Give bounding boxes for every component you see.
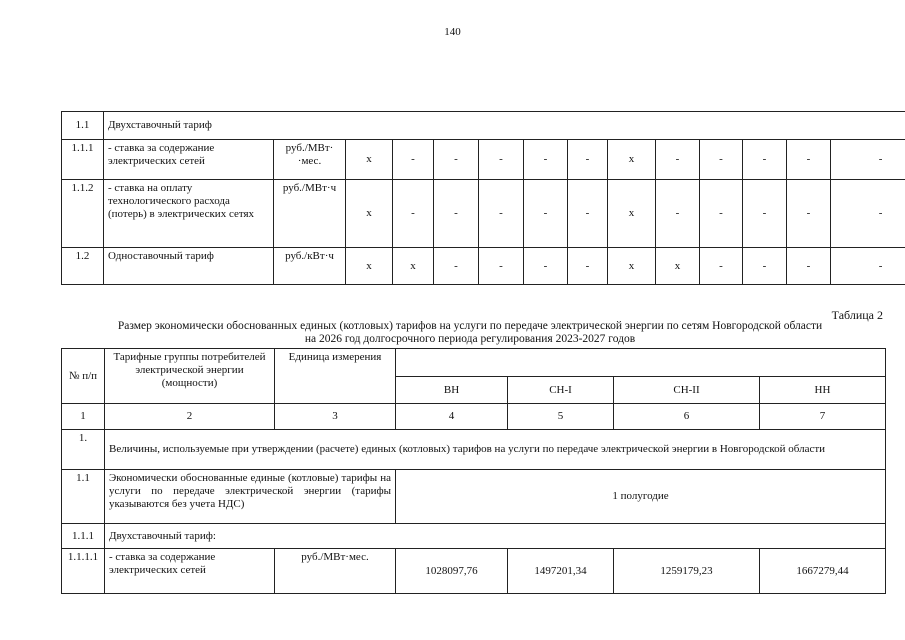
cell: - — [524, 248, 568, 285]
col-number: 7 — [760, 404, 886, 430]
period-label: 1 полугодие — [396, 470, 886, 524]
row-number: 1. — [62, 430, 105, 470]
col-number: 4 — [396, 404, 508, 430]
cell: х — [656, 248, 700, 285]
cell: - — [656, 140, 700, 180]
value-vn: 1028097,76 — [396, 549, 508, 594]
col-number: 6 — [614, 404, 760, 430]
cell: х — [608, 140, 656, 180]
cell: - — [568, 248, 608, 285]
cell: - — [700, 180, 743, 248]
cell: - — [743, 248, 787, 285]
cell: х — [346, 248, 393, 285]
cell: - — [787, 248, 831, 285]
cell: х — [346, 180, 393, 248]
cell: - — [568, 180, 608, 248]
col-number: 5 — [508, 404, 614, 430]
row-text: Экономически обоснованные единые (котловые) тарифы на услуги по передаче электрической энергии (тарифы указываются без учета НДС) — [105, 470, 396, 524]
cell: - — [393, 140, 434, 180]
row-number: 1.1.2 — [62, 180, 104, 248]
table-title — [40, 320, 900, 346]
row-number: 1.1 — [62, 112, 104, 140]
value-sn2: 1259179,23 — [614, 549, 760, 594]
cell: - — [656, 180, 700, 248]
row-name: Одноставочный тариф — [104, 248, 274, 285]
cell: - — [700, 140, 743, 180]
cell: х — [393, 248, 434, 285]
row-unit: руб./МВт· ·мес. — [274, 140, 346, 180]
col-number: 2 — [105, 404, 275, 430]
header-level-nn: НН — [760, 377, 886, 404]
row-text: Двухставочный тариф: — [105, 524, 886, 549]
cell: - — [743, 140, 787, 180]
cell: - — [479, 248, 524, 285]
row-text: Величины, используемые при утверждении (расчете) единых (котловых) тарифов на услуги по передаче электрической энергии в Новгородской области — [105, 430, 886, 470]
cell: - — [700, 248, 743, 285]
tariff-table-1 — [61, 111, 905, 285]
value-sn1: 1497201,34 — [508, 549, 614, 594]
cell: - — [787, 180, 831, 248]
cell: - — [434, 180, 479, 248]
cell: - — [743, 180, 787, 248]
header-unit: Единица измерения — [275, 349, 396, 404]
row-unit: руб./МВт·мес. — [275, 549, 396, 594]
cell: - — [393, 180, 434, 248]
cell: - — [568, 140, 608, 180]
cell: - — [831, 140, 905, 180]
cell: - — [831, 248, 905, 285]
cell: х — [346, 140, 393, 180]
header-num: № п/п — [62, 349, 105, 404]
col-number: 3 — [275, 404, 396, 430]
row-number: 1.1.1 — [62, 524, 105, 549]
row-number: 1.1.1.1 — [62, 549, 105, 594]
header-levels-group — [396, 349, 886, 377]
row-unit: руб./МВт·ч — [274, 180, 346, 248]
cell: - — [787, 140, 831, 180]
col-number: 1 — [62, 404, 105, 430]
cell: - — [831, 180, 905, 248]
header-level-sn2: СН-II — [614, 377, 760, 404]
row-number: 1.1 — [62, 470, 105, 524]
cell: х — [608, 248, 656, 285]
table-label: Таблица 2 — [831, 308, 883, 322]
table-title-line-1: Размер экономически обоснованных единых (котловых) тарифов на услуги по передаче электрической энергии по сетям Новгородской области — [117, 320, 823, 332]
row-name: Двухставочный тариф — [104, 112, 905, 140]
header-level-sn1: СН-I — [508, 377, 614, 404]
cell: - — [524, 180, 568, 248]
row-number: 1.1.1 — [62, 140, 104, 180]
cell: - — [434, 140, 479, 180]
cell: - — [479, 180, 524, 248]
row-unit: руб./кВт·ч — [274, 248, 346, 285]
row-name: - ставка за содержание электрических сетей — [104, 140, 274, 180]
cell: х — [608, 180, 656, 248]
cell: - — [479, 140, 524, 180]
cell: - — [434, 248, 479, 285]
header-level-vn: ВН — [396, 377, 508, 404]
tariff-table-2 — [61, 348, 886, 594]
table-title-line-2: на 2026 год долгосрочного периода регулирования 2023-2027 годов — [304, 333, 636, 345]
header-groups: Тарифные группы потребителей электрической энергии (мощности) — [105, 349, 275, 404]
cell: - — [524, 140, 568, 180]
row-name: - ставка на оплату технологического расхода (потерь) в электрических сетях — [104, 180, 274, 248]
row-text: - ставка за содержание электрических сетей — [105, 549, 275, 594]
value-nn: 1667279,44 — [760, 549, 886, 594]
row-number: 1.2 — [62, 248, 104, 285]
page-number: 140 — [444, 26, 461, 38]
